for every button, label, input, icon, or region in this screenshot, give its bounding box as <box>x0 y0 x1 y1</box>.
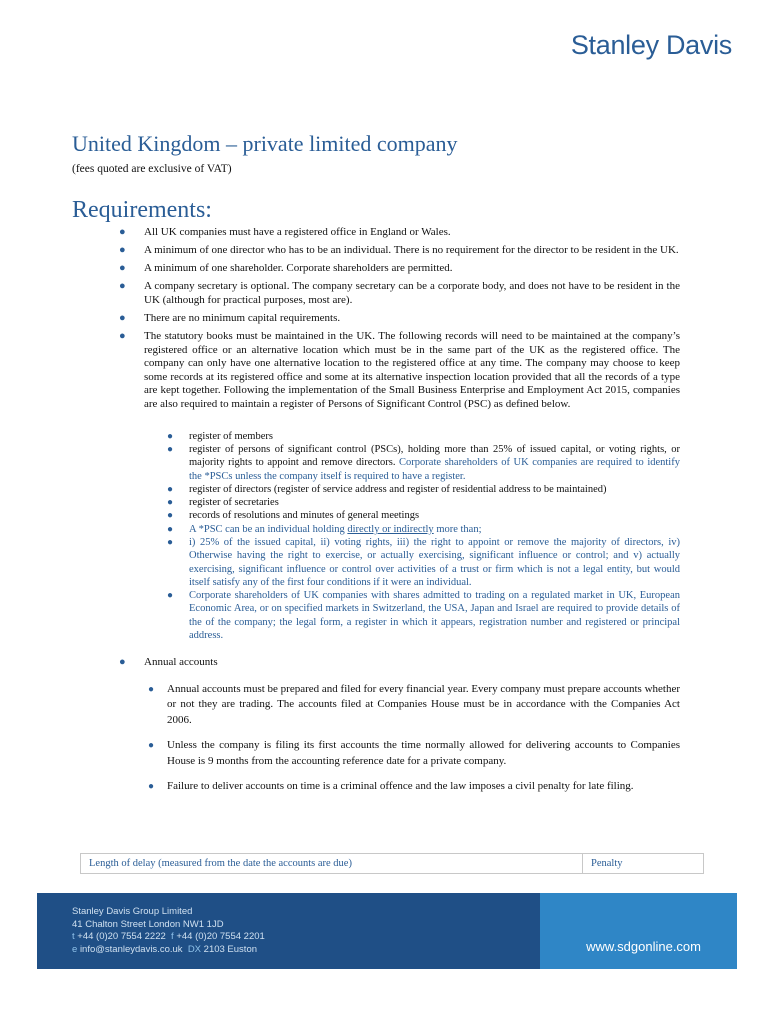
bullet-icon: ● <box>167 497 174 509</box>
website-link[interactable]: www.sdgonline.com <box>586 939 701 954</box>
list-item: ● A *PSC can be an individual holding directly or indirectly more than; <box>167 523 482 535</box>
annual-accounts-list <box>144 682 680 795</box>
footer-phone-line: t +44 (0)20 7554 2222 f +44 (0)20 7554 2201 <box>72 931 265 942</box>
phone-number[interactable]: +44 (0)20 7554 2222 <box>77 931 166 942</box>
list-item: ● The statutory books must be maintained in the UK. The following records will need to be maintained at the company’s registered office or an alternative location which must be in the same part of the UK as the registered office. The company can only have one alternative location to the registered office at any time. The company may choose to keep some records at its registered office and some at its alternative inspection location provided that all the records of a type are kept together. Following the implementation of the Small Business Enterprise and Employment Act 2015, companies are also required to maintain a register of Persons of Significant Control (PSC) as defined below. ● register of members ● register of persons of significant control (PSCs), holding more than 25% of issued capital, or voting rights, or majority rights to appoint and remove directors. Corporate shareholders of UK companies are required to identify the *PSCs unless the company itself is required to have a register. ● register of directors (register of service address and register of residential address to be maintained) ● register of secretaries ● records of resolutions and minutes of general meetings ● A *PSC can be an individual holding directly or indirectly more than; ● i) 25% of the issued capital, ii) voting rights, iii) the right to appoint or remove the majority of directors, iv) Otherwise having the right to exercise, or actually exercising, significant influence or control; and v) actually exercising, significant influence or control over activities of a trust or firm which is not a legal entity, but would itself satisfy any of the first four conditions if it were an individual. ● Corporate shareholders of UK companies with shares admitted to trading on a regulated market in UK, European Economic Area, or on specified markets in Switzerland, the USA, Japan and Israel are required to provide details of the of the company; the legal form, a register in which it appears, registration number and registered or principal address. <box>119 330 680 642</box>
penalty-table-header <box>80 853 704 874</box>
bullet-icon: ● <box>167 537 174 548</box>
requirements-list <box>112 226 680 805</box>
bullet-icon: ● <box>148 683 155 695</box>
list-item: ● Annual accounts must be prepared and filed for every financial year. Every company must prepare accounts whether or not they are trading. The accounts filed at Companies House must be in accordance with the Companies Act 2006. <box>148 682 680 726</box>
list-item: ● A minimum of one director who has to be an individual. There is no requirement for the director to be resident in the UK. <box>119 244 679 257</box>
fees-note: (fees quoted are exclusive of VAT) <box>72 163 232 175</box>
penalty-column-header: Penalty <box>591 858 623 869</box>
bullet-icon: ● <box>148 781 155 793</box>
requirements-heading: Requirements: <box>72 197 212 223</box>
bullet-icon: ● <box>119 226 126 238</box>
list-item: ● Failure to deliver accounts on time is a criminal offence and the law imposes a civil penalty for late filing. <box>144 779 680 795</box>
list-item: ● A company secretary is optional. The company secretary can be a corporate body, and does not have to be resident in the UK (although for practical purposes, most are). <box>119 280 680 306</box>
bullet-icon: ● <box>167 443 174 455</box>
list-item: ● records of resolutions and minutes of general meetings <box>167 510 420 522</box>
delay-column-header: Length of delay (measured from the date the accounts are due) <box>81 854 583 873</box>
list-item: ● Annual accounts ● Annual accounts must be prepared and filed for every financial year. Every company must prepare accounts whether or not they are trading. The accounts filed at Companies House must be in accordance with the Companies Act 2006. ● Unless the company is filing its first accounts the time normally allowed for delivering accounts to Companies House is 9 months from the accounting reference date for a private company. ● Failure to deliver accounts on time is a criminal offence and the law imposes a civil penalty for late filing. <box>112 656 680 795</box>
records-list <box>144 430 680 643</box>
bullet-icon: ● <box>119 330 126 343</box>
fax-number: +44 (0)20 7554 2201 <box>176 931 265 942</box>
bullet-icon: ● <box>167 523 174 535</box>
footer-address: 41 Chalton Street London NW1 1JD <box>72 918 224 930</box>
page-title: United Kingdom – private limited company <box>72 131 458 156</box>
list-item: ● Corporate shareholders of UK companies with shares admitted to trading on a regulated market in UK, European Economic Area, or on specified markets in Switzerland, the USA, Japan and Israel are required to provide details of the of the company; the legal form, a register in which it appears, registration number and registered or principal address. <box>167 590 680 642</box>
bullet-icon: ● <box>119 262 126 275</box>
list-item: ● register of directors (register of service address and register of residential address to be maintained) <box>167 483 607 495</box>
bullet-icon: ● <box>119 311 126 324</box>
list-item: ● There are no minimum capital requirements. <box>119 311 341 324</box>
bullet-icon: ● <box>119 280 126 293</box>
list-item: ● All UK companies must have a registered office in England or Wales. <box>119 226 451 238</box>
footer-company: Stanley Davis Group Limited <box>72 906 193 917</box>
footer-email-line: e info@stanleydavis.co.uk DX 2103 Euston <box>72 943 258 955</box>
bullet-icon: ● <box>167 510 174 522</box>
dx-number: 2103 Euston <box>203 943 258 955</box>
footer-url-panel <box>540 893 737 969</box>
list-item: ● Unless the company is filing its first accounts the time normally allowed for delivering accounts to Companies House is 9 months from the accounting reference date for a private company. <box>148 739 680 767</box>
list-item: ● register of secretaries <box>167 497 279 509</box>
list-item: ● register of persons of significant control (PSCs), holding more than 25% of issued capital, or voting rights, or majority rights to appoint and remove directors. Corporate shareholders of UK companies are required to identify the *PSCs unless the company itself is required to have a register. <box>167 443 680 482</box>
bullet-icon: ● <box>119 656 126 669</box>
bullet-icon: ● <box>119 244 126 257</box>
bullet-icon: ● <box>167 483 174 495</box>
list-item: ● register of members <box>167 430 273 442</box>
bullet-icon: ● <box>167 430 174 442</box>
bullet-icon: ● <box>148 740 155 752</box>
email-link[interactable]: info@stanleydavis.co.uk <box>79 943 183 955</box>
list-item: ● A minimum of one shareholder. Corporate shareholders are permitted. <box>119 262 453 275</box>
bullet-icon: ● <box>167 590 174 602</box>
list-item: ● i) 25% of the issued capital, ii) voting rights, iii) the right to appoint or remove the majority of directors, iv) Otherwise having the right to exercise, or actually exercising, significant influence or control; and v) actually exercising, significant influence or control over activities of a trust or firm which is not a legal entity, but would itself satisfy any of the first four conditions if it were an individual. <box>167 537 680 588</box>
footer-contact <box>37 893 540 969</box>
brand-logo: Stanley Davis <box>570 30 732 60</box>
footer <box>37 893 737 969</box>
